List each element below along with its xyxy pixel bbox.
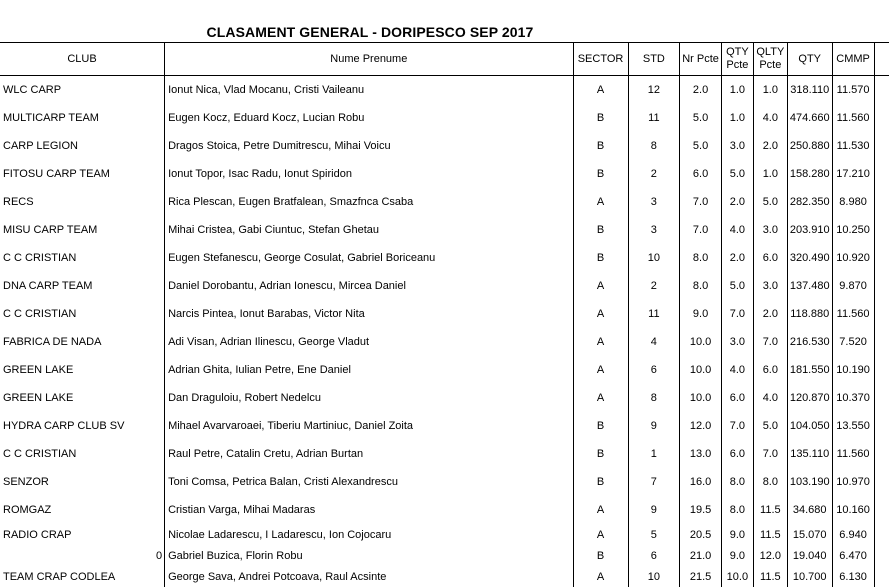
table-row [0,412,889,440]
row-sector-cell: A [573,300,628,328]
row-club-cell: WLC CARP [3,84,62,96]
row-qty-pcte-cell: 8.0 [721,468,753,496]
row-std-cell: 3 [628,216,680,244]
row-std-cell: 1 [628,440,680,468]
table-row [0,496,889,524]
row-club-cell: FABRICA DE NADA [3,336,102,348]
row-qlty-pcte-cell: 3.0 [753,272,787,300]
row-qty-cell: 320.490 [787,244,832,272]
row-cmmp-cell: 10.250 [832,216,874,244]
row-qty-cell: 250.880 [787,132,832,160]
row-std-cell: 11 [628,300,680,328]
row-std-cell: 7 [628,468,680,496]
table-row [0,272,889,300]
row-spacer-cell [874,356,889,384]
row-club-cell: GREEN LAKE [3,392,74,404]
row-club-cell: RADIO CRAP [3,528,72,541]
row-cmmp-cell: 9.870 [832,272,874,300]
row-qlty-pcte-cell: 2.0 [753,300,787,328]
row-nr-pcte-cell: 21.5 [680,566,722,587]
header-qty-pcte [721,43,753,76]
row-qty-pcte-cell: 9.0 [721,524,753,545]
row-cmmp-cell: 13.550 [832,412,874,440]
row-nr-pcte-cell: 7.0 [680,188,722,216]
row-qty-pcte-cell: 3.0 [721,328,753,356]
row-nr-pcte-cell: 8.0 [680,272,722,300]
row-spacer-cell [874,545,889,566]
row-names-cell: Cristian Varga, Mihai Madaras [165,496,573,524]
row-qlty-pcte-cell: 4.0 [753,384,787,412]
row-names-cell: Nicolae Ladarescu, I Ladarescu, Ion Cojocaru [165,524,573,545]
row-qty-pcte-cell: 7.0 [721,300,753,328]
row-std-cell: 3 [628,188,680,216]
row-sector-cell: B [573,132,628,160]
row-spacer-cell [874,300,889,328]
row-sector-cell: A [573,524,628,545]
table-row [0,160,889,188]
row-qty-cell: 474.660 [787,104,832,132]
row-nr-pcte-cell: 16.0 [680,468,722,496]
row-std-cell: 6 [628,356,680,384]
row-sector-cell: A [573,566,628,587]
row-cmmp-cell: 10.190 [832,356,874,384]
header-qlty-pcte [753,43,787,76]
row-qty-pcte-cell: 4.0 [721,216,753,244]
row-sector-cell: A [573,496,628,524]
row-cmmp-cell: 7.520 [832,328,874,356]
row-names-cell: Dragos Stoica, Petre Dumitrescu, Mihai Voicu [165,132,573,160]
row-names-cell: Mihai Cristea, Gabi Ciuntuc, Stefan Ghetau [165,216,573,244]
row-spacer-cell [874,104,889,132]
row-cmmp-cell: 10.920 [832,244,874,272]
row-qty-pcte-cell: 5.0 [721,272,753,300]
row-qlty-pcte-cell: 11.5 [753,566,787,587]
row-std-cell: 6 [628,545,680,566]
row-names-cell: Dan Draguloiu, Robert Nedelcu [165,384,573,412]
row-names-cell: Ionut Topor, Isac Radu, Ionut Spiridon [165,160,573,188]
header-qty-pcte-line1: QTY [726,46,749,58]
row-nr-pcte-cell: 6.0 [680,160,722,188]
header-cmmp: CMMP [832,43,874,76]
row-names-cell: Raul Petre, Catalin Cretu, Adrian Burtan [165,440,573,468]
row-sector-cell: B [573,412,628,440]
row-qty-pcte-cell: 8.0 [721,496,753,524]
table-row [0,76,889,105]
row-nr-pcte-cell: 10.0 [680,356,722,384]
header-qlty-pcte-line2: Pcte [759,59,782,71]
row-nr-pcte-cell: 9.0 [680,300,722,328]
row-club-cell: 0 [155,549,163,562]
row-club-cell: CARP LEGION [3,140,78,152]
row-qty-cell: 318.110 [787,76,832,105]
row-qty-cell: 216.530 [787,328,832,356]
row-nr-pcte-cell: 2.0 [680,76,722,105]
header-sector: SECTOR [573,43,628,76]
row-nr-pcte-cell: 12.0 [680,412,722,440]
row-club-cell: C C CRISTIAN [3,448,77,460]
row-std-cell: 8 [628,132,680,160]
row-qlty-pcte-cell: 2.0 [753,132,787,160]
table-row [0,328,889,356]
row-sector-cell: B [573,545,628,566]
row-club-cell: SENZOR [3,476,49,488]
row-qty-pcte-cell: 1.0 [721,104,753,132]
row-club-cell: C C CRISTIAN [3,308,77,320]
row-qty-cell: 19.040 [787,545,832,566]
row-sector-cell: A [573,384,628,412]
row-qlty-pcte-cell: 11.5 [753,496,787,524]
row-qty-pcte-cell: 3.0 [721,132,753,160]
row-qlty-pcte-cell: 6.0 [753,244,787,272]
row-sector-cell: B [573,244,628,272]
row-names-cell: Rica Plescan, Eugen Bratfalean, Smazfnca Csaba [165,188,573,216]
row-std-cell: 5 [628,524,680,545]
row-names-cell: Narcis Pintea, Ionut Barabas, Victor Nita [165,300,573,328]
row-qty-cell: 282.350 [787,188,832,216]
table-row [0,188,889,216]
table-row [0,132,889,160]
row-std-cell: 2 [628,272,680,300]
header-spacer [874,43,889,76]
row-qty-cell: 158.280 [787,160,832,188]
row-names-cell: Toni Comsa, Petrica Balan, Cristi Alexandrescu [165,468,573,496]
row-cmmp-cell: 10.160 [832,496,874,524]
row-names-cell: Daniel Dorobantu, Adrian Ionescu, Mircea Daniel [165,272,573,300]
row-qlty-pcte-cell: 5.0 [753,412,787,440]
row-names-cell: Adrian Ghita, Iulian Petre, Ene Daniel [165,356,573,384]
table-row [0,244,889,272]
row-qty-pcte-cell: 7.0 [721,412,753,440]
row-spacer-cell [874,132,889,160]
row-qlty-pcte-cell: 7.0 [753,440,787,468]
row-names-cell: Eugen Stefanescu, George Cosulat, Gabriel Boriceanu [165,244,573,272]
row-qty-pcte-cell: 6.0 [721,384,753,412]
row-club-cell: FITOSU CARP TEAM [3,168,110,180]
row-club-cell: ROMGAZ [3,504,52,516]
row-cmmp-cell: 11.530 [832,132,874,160]
row-cmmp-cell: 17.210 [832,160,874,188]
row-qlty-pcte-cell: 3.0 [753,216,787,244]
row-qty-cell: 118.880 [787,300,832,328]
row-sector-cell: A [573,188,628,216]
row-names-cell: Eugen Kocz, Eduard Kocz, Lucian Robu [165,104,573,132]
row-qty-cell: 120.870 [787,384,832,412]
row-spacer-cell [874,524,889,545]
row-club-cell: C C CRISTIAN [3,252,77,264]
row-qty-cell: 15.070 [787,524,832,545]
header-nr-pcte: Nr Pcte [680,43,722,76]
row-qty-pcte-cell: 6.0 [721,440,753,468]
row-club-cell: MISU CARP TEAM [3,224,98,236]
row-sector-cell: B [573,216,628,244]
row-qlty-pcte-cell: 7.0 [753,328,787,356]
row-nr-pcte-cell: 19.5 [680,496,722,524]
header-qty: QTY [787,43,832,76]
row-std-cell: 10 [628,244,680,272]
row-std-cell: 11 [628,104,680,132]
row-nr-pcte-cell: 7.0 [680,216,722,244]
table-row [0,440,889,468]
row-names-cell: Adi Visan, Adrian Ilinescu, George Vladut [165,328,573,356]
row-cmmp-cell: 6.130 [832,566,874,587]
table-row [0,524,889,545]
header-row [0,43,889,76]
row-std-cell: 2 [628,160,680,188]
row-spacer-cell [874,76,889,105]
row-qty-pcte-cell: 2.0 [721,188,753,216]
row-qlty-pcte-cell: 1.0 [753,160,787,188]
row-spacer-cell [874,328,889,356]
row-std-cell: 9 [628,496,680,524]
row-qty-pcte-cell: 5.0 [721,160,753,188]
row-qty-pcte-cell: 4.0 [721,356,753,384]
row-qty-cell: 103.190 [787,468,832,496]
row-qty-cell: 137.480 [787,272,832,300]
row-cmmp-cell: 10.370 [832,384,874,412]
row-qty-cell: 104.050 [787,412,832,440]
row-spacer-cell [874,468,889,496]
table-row [0,384,889,412]
row-nr-pcte-cell: 5.0 [680,104,722,132]
row-qlty-pcte-cell: 5.0 [753,188,787,216]
table-row [0,545,889,566]
row-cmmp-cell: 11.560 [832,104,874,132]
row-names-cell: Gabriel Buzica, Florin Robu [165,545,573,566]
header-qty-pcte-line2: Pcte [726,59,749,71]
row-qlty-pcte-cell: 8.0 [753,468,787,496]
row-spacer-cell [874,440,889,468]
row-cmmp-cell: 11.560 [832,440,874,468]
row-spacer-cell [874,244,889,272]
table-row [0,300,889,328]
row-sector-cell: B [573,104,628,132]
row-qlty-pcte-cell: 12.0 [753,545,787,566]
row-cmmp-cell: 11.560 [832,300,874,328]
row-nr-pcte-cell: 20.5 [680,524,722,545]
row-nr-pcte-cell: 10.0 [680,328,722,356]
standings-table [0,42,889,587]
table-row [0,468,889,496]
row-club-cell: GREEN LAKE [3,364,74,376]
row-qty-pcte-cell: 9.0 [721,545,753,566]
table-row [0,566,889,587]
row-qty-pcte-cell: 2.0 [721,244,753,272]
row-cmmp-cell: 11.570 [832,76,874,105]
row-spacer-cell [874,216,889,244]
row-std-cell: 10 [628,566,680,587]
row-club-cell: TEAM CRAP CODLEA [3,570,116,583]
row-cmmp-cell: 6.470 [832,545,874,566]
row-nr-pcte-cell: 5.0 [680,132,722,160]
row-sector-cell: A [573,272,628,300]
header-std: STD [628,43,680,76]
row-nr-pcte-cell: 8.0 [680,244,722,272]
row-qlty-pcte-cell: 1.0 [753,76,787,105]
row-qty-cell: 181.550 [787,356,832,384]
row-club-cell: HYDRA CARP CLUB SV [3,420,125,432]
row-cmmp-cell: 10.970 [832,468,874,496]
row-cmmp-cell: 6.940 [832,524,874,545]
table-row [0,104,889,132]
row-spacer-cell [874,496,889,524]
page-title: CLASAMENT GENERAL - DORIPESCO SEP 2017 [206,24,534,40]
row-spacer-cell [874,160,889,188]
row-spacer-cell [874,272,889,300]
row-qty-cell: 34.680 [787,496,832,524]
row-nr-pcte-cell: 10.0 [680,384,722,412]
row-qty-cell: 10.700 [787,566,832,587]
row-spacer-cell [874,188,889,216]
row-sector-cell: B [573,440,628,468]
row-sector-cell: A [573,356,628,384]
row-nr-pcte-cell: 21.0 [680,545,722,566]
row-club-cell: RECS [3,196,34,208]
row-std-cell: 8 [628,384,680,412]
row-names-cell: Ionut Nica, Vlad Mocanu, Cristi Vaileanu [165,76,573,105]
row-nr-pcte-cell: 13.0 [680,440,722,468]
row-std-cell: 4 [628,328,680,356]
header-qlty-pcte-line1: QLTY [756,46,785,58]
row-sector-cell: A [573,76,628,105]
row-qty-cell: 135.110 [787,440,832,468]
row-qty-pcte-cell: 1.0 [721,76,753,105]
row-qlty-pcte-cell: 6.0 [753,356,787,384]
row-qlty-pcte-cell: 11.5 [753,524,787,545]
row-sector-cell: B [573,468,628,496]
table-row [0,216,889,244]
row-spacer-cell [874,412,889,440]
row-std-cell: 9 [628,412,680,440]
row-club-cell: MULTICARP TEAM [3,112,99,124]
row-spacer-cell [874,566,889,587]
row-std-cell: 12 [628,76,680,105]
row-qty-pcte-cell: 10.0 [721,566,753,587]
row-spacer-cell [874,384,889,412]
row-names-cell: George Sava, Andrei Potcoava, Raul Acsinte [165,566,573,587]
row-qlty-pcte-cell: 4.0 [753,104,787,132]
header-nume: Nume Prenume [165,43,573,76]
table-row [0,356,889,384]
header-club: CLUB [0,43,165,76]
row-cmmp-cell: 8.980 [832,188,874,216]
row-sector-cell: B [573,160,628,188]
row-qty-cell: 203.910 [787,216,832,244]
row-names-cell: Mihael Avarvaroaei, Tiberiu Martiniuc, Daniel Zoita [165,412,573,440]
row-sector-cell: A [573,328,628,356]
row-club-cell: DNA CARP TEAM [3,280,93,292]
